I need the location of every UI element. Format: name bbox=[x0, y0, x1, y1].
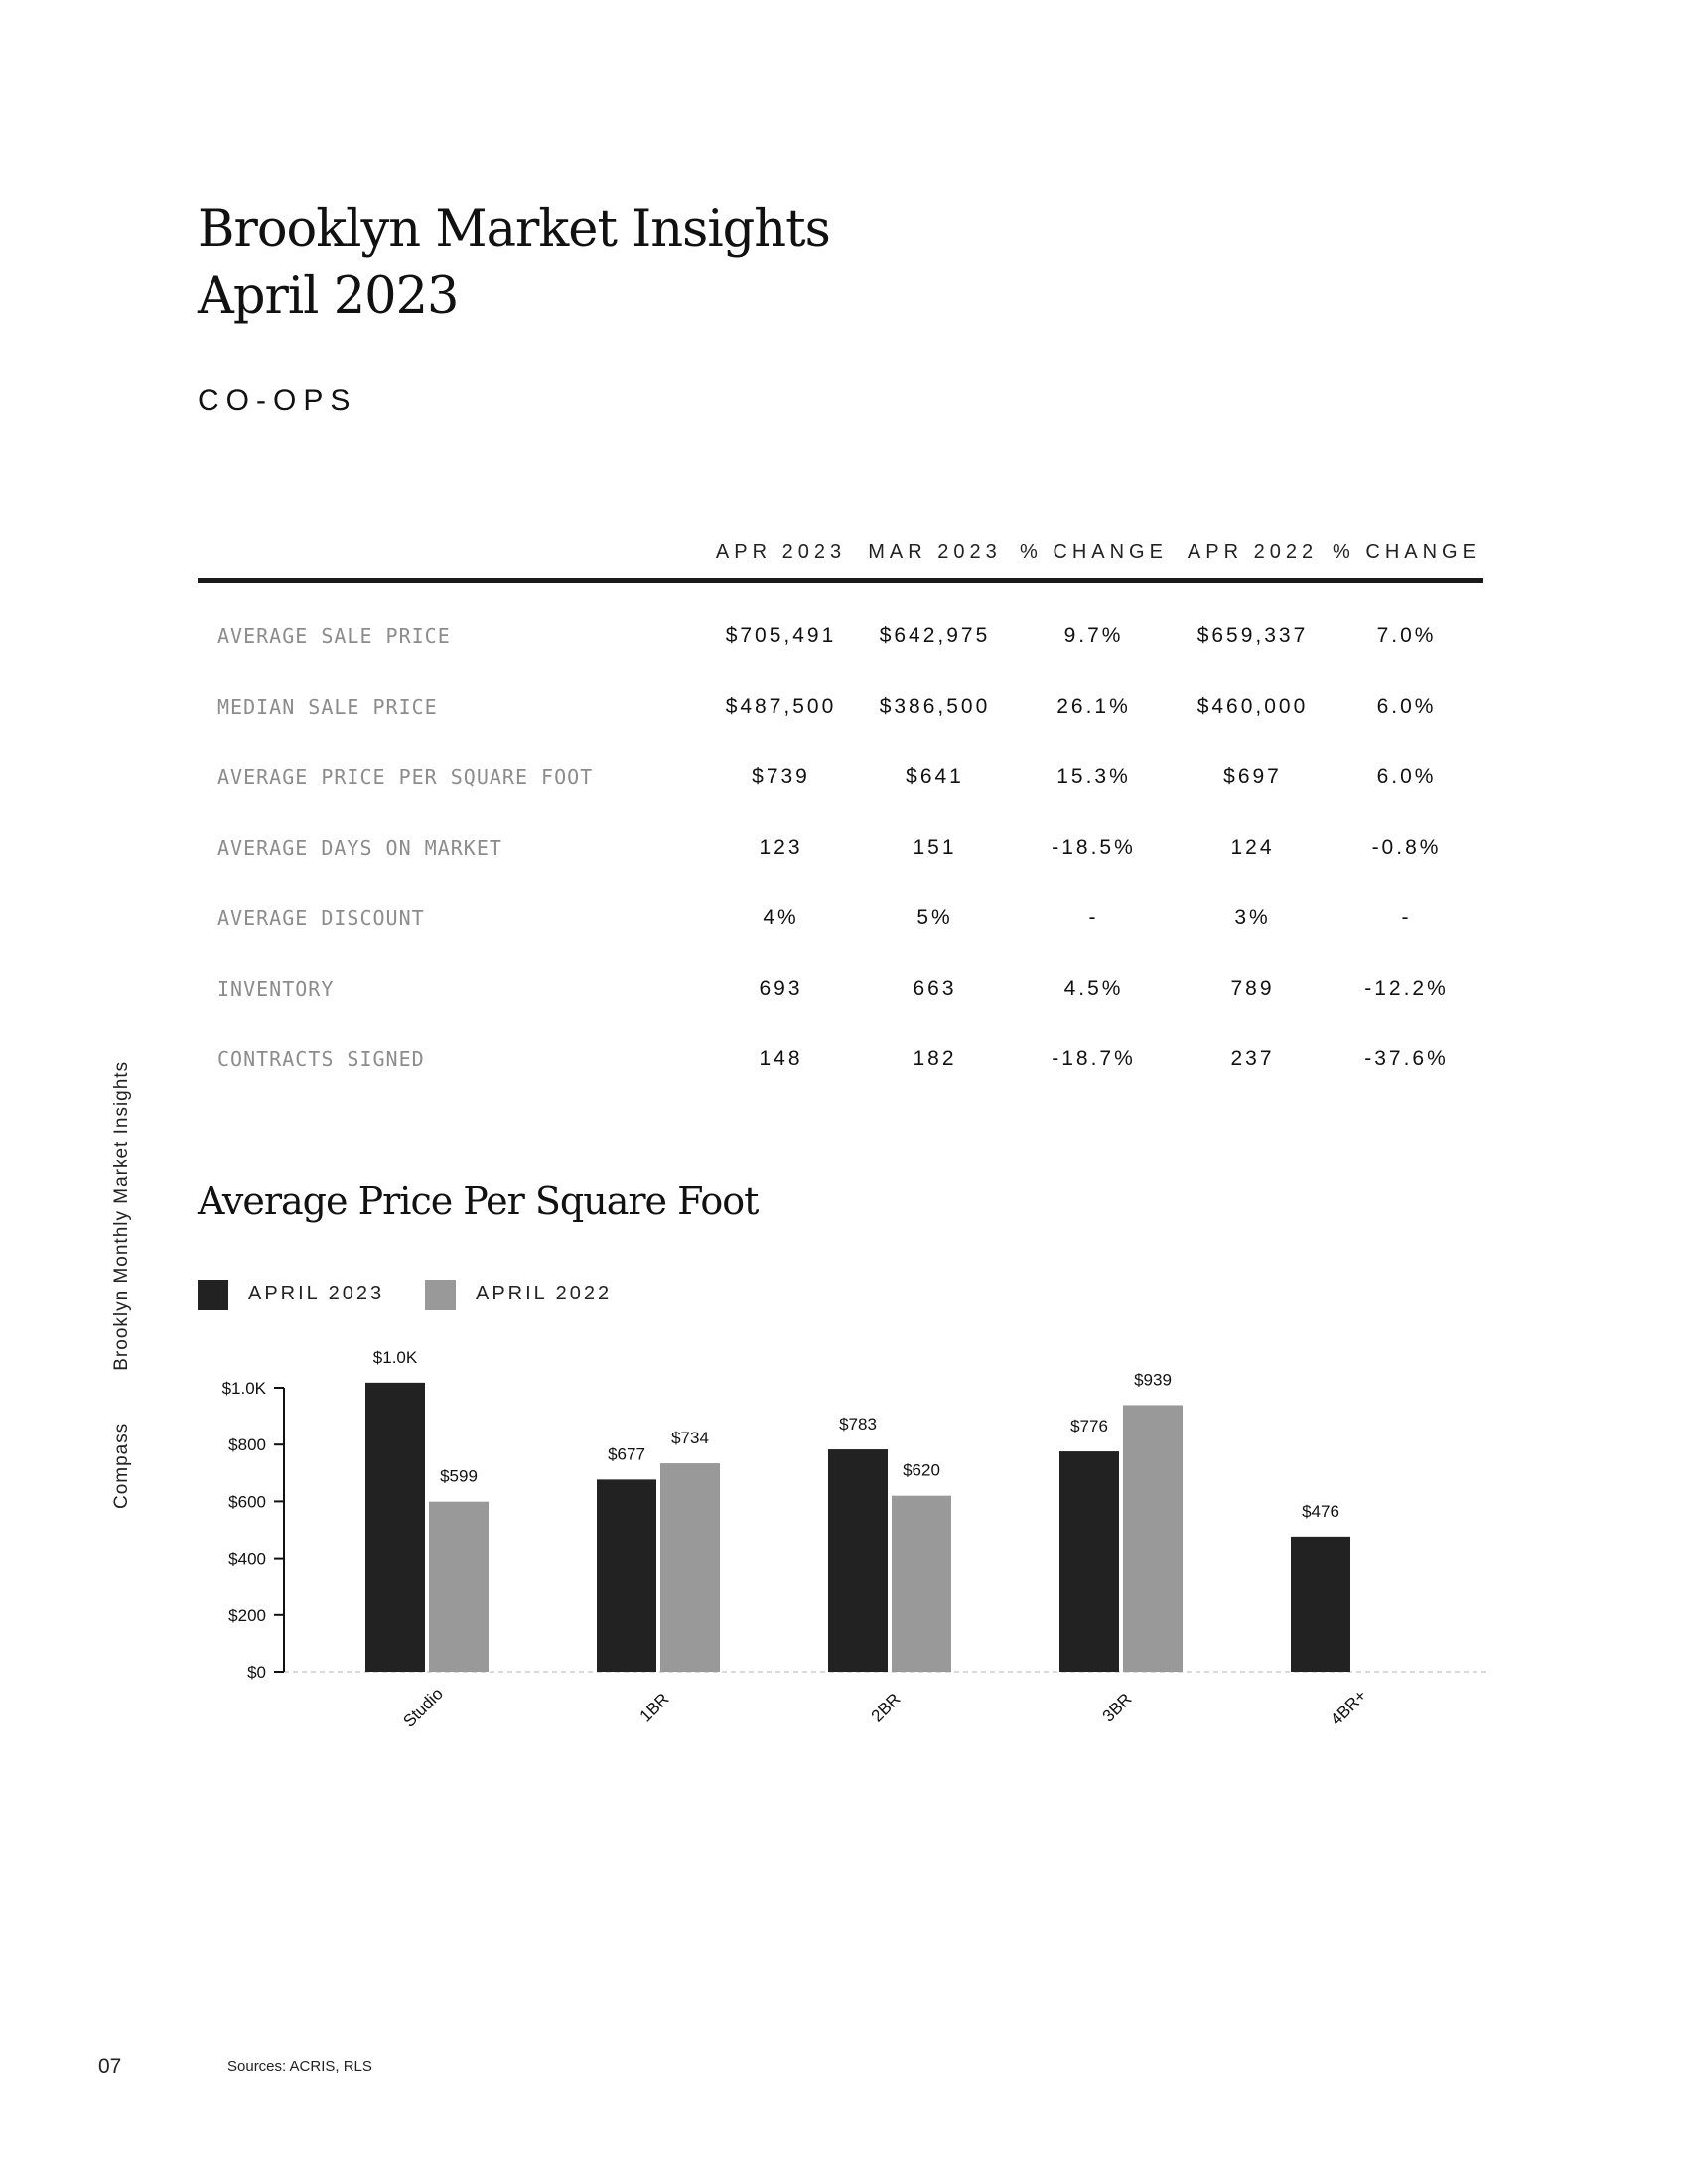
table-cell: 4% bbox=[763, 905, 799, 929]
bar-studio-series-1 bbox=[365, 1383, 425, 1672]
table-row bbox=[198, 1024, 1483, 1094]
page-title bbox=[198, 197, 830, 330]
table-cell: 4.5% bbox=[1063, 976, 1124, 1000]
data-label: $599 bbox=[440, 1466, 478, 1486]
row-label: MEDIAN SALE PRICE bbox=[217, 694, 438, 719]
data-label: $734 bbox=[671, 1429, 709, 1448]
header-metric bbox=[198, 526, 704, 581]
table-cell: 237 bbox=[1230, 1046, 1275, 1070]
table-cell: 3% bbox=[1234, 905, 1271, 929]
side-publication: Brooklyn Monthly Market Insights bbox=[111, 1060, 132, 1371]
table-cell: $460,000 bbox=[1196, 694, 1309, 718]
bar-2br-series-2 bbox=[892, 1496, 951, 1672]
data-label: $783 bbox=[839, 1415, 877, 1434]
table-cell: $659,337 bbox=[1196, 623, 1309, 647]
table-cell: 693 bbox=[759, 976, 803, 1000]
table-row bbox=[198, 581, 1483, 672]
x-tick-label: 4BR+ bbox=[1327, 1686, 1371, 1730]
market-stats-table bbox=[198, 526, 1483, 1094]
table-cell: 663 bbox=[913, 976, 957, 1000]
table-cell: 26.1% bbox=[1056, 694, 1131, 718]
row-label: AVERAGE DISCOUNT bbox=[217, 905, 425, 930]
table-cell: $641 bbox=[906, 764, 964, 788]
section-heading: CO-OPS bbox=[198, 384, 357, 417]
table-header-row bbox=[198, 526, 1483, 581]
y-tick-label: $400 bbox=[228, 1549, 266, 1569]
legend-label: APRIL 2023 bbox=[248, 1283, 385, 1304]
y-tick-label: $1.0K bbox=[221, 1379, 266, 1398]
x-tick-label: 1BR bbox=[635, 1689, 673, 1726]
table-cell: 15.3% bbox=[1056, 764, 1131, 788]
table-cell: 124 bbox=[1230, 835, 1275, 859]
table-cell: -37.6% bbox=[1364, 1046, 1449, 1070]
chart-title: Average Price Per Square Foot bbox=[198, 1179, 759, 1223]
table-cell: $705,491 bbox=[725, 623, 837, 647]
bar-4br-series-1 bbox=[1291, 1537, 1350, 1672]
table-cell: -0.8% bbox=[1371, 835, 1442, 859]
column-header: APR 2023 bbox=[704, 526, 858, 581]
x-tick-label: Studio bbox=[399, 1684, 447, 1731]
bar-3br-series-2 bbox=[1123, 1405, 1183, 1672]
legend-label: APRIL 2022 bbox=[476, 1283, 613, 1304]
table-cell: 6.0% bbox=[1376, 694, 1437, 718]
table-row bbox=[198, 883, 1483, 953]
y-tick-label: $800 bbox=[228, 1435, 266, 1455]
side-label bbox=[111, 1061, 133, 1509]
bar-3br-series-1 bbox=[1059, 1451, 1119, 1672]
data-label: $476 bbox=[1302, 1501, 1339, 1521]
table-cell: $487,500 bbox=[725, 694, 837, 718]
x-tick-label: 3BR bbox=[1098, 1689, 1136, 1726]
row-label: AVERAGE PRICE PER SQUARE FOOT bbox=[217, 764, 594, 789]
y-tick-label: $600 bbox=[228, 1492, 266, 1512]
legend-swatch bbox=[425, 1280, 456, 1310]
row-label: AVERAGE SALE PRICE bbox=[217, 623, 451, 648]
x-tick-label: 2BR bbox=[867, 1689, 905, 1726]
table-row bbox=[198, 953, 1483, 1024]
price-per-sqft-chart bbox=[199, 1330, 1489, 1747]
table-cell: 6.0% bbox=[1376, 764, 1437, 788]
table-cell: 789 bbox=[1230, 976, 1275, 1000]
row-label: INVENTORY bbox=[217, 976, 335, 1001]
bar-studio-series-2 bbox=[429, 1502, 489, 1672]
title-line-2: April 2023 bbox=[198, 267, 459, 326]
table-cell: - bbox=[1401, 905, 1412, 929]
table-row bbox=[198, 812, 1483, 883]
table-cell: $739 bbox=[752, 764, 810, 788]
table-cell: $697 bbox=[1223, 764, 1282, 788]
side-brand: Compass bbox=[111, 1422, 132, 1509]
table-cell: 182 bbox=[913, 1046, 957, 1070]
column-header: MAR 2023 bbox=[858, 526, 1012, 581]
table-cell: -18.5% bbox=[1052, 835, 1136, 859]
table-cell: 148 bbox=[759, 1046, 803, 1070]
data-label: $1.0K bbox=[372, 1347, 418, 1367]
page-number: 07 bbox=[98, 2055, 122, 2078]
data-label: $939 bbox=[1134, 1370, 1172, 1390]
bar-1br-series-1 bbox=[597, 1479, 656, 1672]
legend-swatch bbox=[198, 1280, 228, 1310]
data-label: $677 bbox=[608, 1444, 645, 1464]
column-header: % CHANGE bbox=[1330, 526, 1483, 581]
table-cell: $642,975 bbox=[879, 623, 991, 647]
row-label: AVERAGE DAYS ON MARKET bbox=[217, 835, 502, 860]
row-label: CONTRACTS SIGNED bbox=[217, 1046, 425, 1071]
table-cell: -12.2% bbox=[1364, 976, 1449, 1000]
table-cell: $386,500 bbox=[879, 694, 991, 718]
table-cell: 123 bbox=[759, 835, 803, 859]
column-header: APR 2022 bbox=[1176, 526, 1330, 581]
table-cell: 7.0% bbox=[1376, 623, 1437, 647]
title-line-1: Brooklyn Market Insights bbox=[198, 201, 830, 259]
column-header: % CHANGE bbox=[1012, 526, 1176, 581]
table-cell: -18.7% bbox=[1052, 1046, 1136, 1070]
sources-note: Sources: ACRIS, RLS bbox=[227, 2058, 372, 2075]
bar-2br-series-1 bbox=[828, 1449, 888, 1672]
table-cell: 9.7% bbox=[1063, 623, 1124, 647]
table-cell: - bbox=[1088, 905, 1099, 929]
bar-1br-series-2 bbox=[660, 1463, 720, 1672]
y-tick-label: $0 bbox=[247, 1663, 266, 1682]
data-label: $620 bbox=[903, 1460, 940, 1480]
data-label: $776 bbox=[1070, 1417, 1108, 1436]
table-row bbox=[198, 742, 1483, 812]
y-tick-label: $200 bbox=[228, 1605, 266, 1625]
table-row bbox=[198, 671, 1483, 742]
table-cell: 151 bbox=[913, 835, 957, 859]
table-cell: 5% bbox=[916, 905, 953, 929]
